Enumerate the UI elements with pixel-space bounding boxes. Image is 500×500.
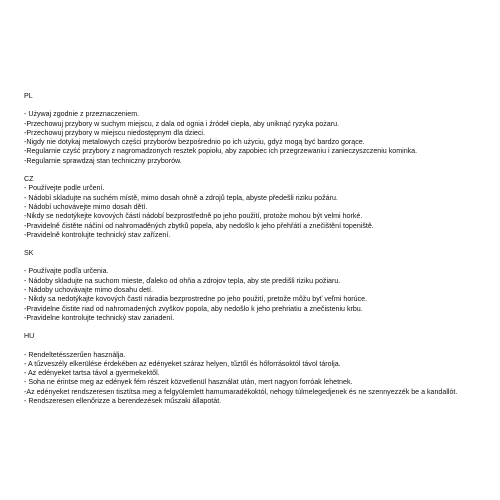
instruction-list-sk bbox=[24, 267, 492, 323]
section-pl bbox=[24, 92, 492, 166]
instruction-line: - Nikdy sa nedotýkajte kovových častí náradia bezprostredne po jeho použití, pretože môžu byť veľmi horúce. bbox=[24, 295, 368, 304]
instruction-line: -Regularnie czyść przybory z nagromadzonych resztek popiołu, aby zapobiec ich przegrzewaniu i zanieczyszczeniu kominka. bbox=[24, 147, 418, 156]
instruction-line: - Soha ne érintse meg az edények fém részeit közvetlenül használat után, mert nagyon forróak lehetnek. bbox=[24, 378, 353, 387]
instruction-line: -Regularnie sprawdzaj stan techniczny przyborów. bbox=[24, 156, 182, 165]
section-cz bbox=[24, 175, 492, 240]
instructions-document bbox=[24, 92, 492, 406]
language-heading-hu: HU bbox=[24, 332, 35, 341]
instruction-list-hu bbox=[24, 351, 492, 407]
instruction-line: -Nikdy se nedotýkejte kovových částí nádobí bezprostředně po jeho použití, protože mohou být velmi horké. bbox=[24, 212, 363, 221]
language-heading-cz: CZ bbox=[24, 175, 34, 184]
instruction-line: - Nádobí uchovávejte mimo dosah dětí. bbox=[24, 202, 148, 211]
instruction-line: - Používajte podľa určenia. bbox=[24, 267, 109, 276]
instruction-line: -Pravidelne kontrolujte technický stav zariadení. bbox=[24, 313, 175, 322]
instruction-line: - Używaj zgodnie z przeznaczeniem. bbox=[24, 110, 140, 119]
instruction-line: - Nádoby skladujte na suchom mieste, ďaleko od ohňa a zdrojov tepla, aby ste predišli riziku požiaru. bbox=[24, 276, 341, 285]
instruction-line: - Rendeltetésszerűen használja. bbox=[24, 350, 126, 359]
instruction-list-cz bbox=[24, 184, 492, 240]
instruction-line: - Nádobí skladujte na suchém místě, mimo dosah ohně a zdrojů tepla, abyste předešli riziku požáru. bbox=[24, 193, 338, 202]
instruction-line: -Pravidelně čistěte náčiní od nahromaděných zbytků popela, aby nedošlo k jeho přehřátí a znečištění topeniště. bbox=[24, 221, 374, 230]
instruction-line: -Pravidelne čistite riad od nahromadených zvyškov popola, aby nedošlo k jeho prehriatiu a znečisteniu krbu. bbox=[24, 304, 363, 313]
section-hu bbox=[24, 332, 492, 406]
instruction-line: - Nádoby uchovávajte mimo dosahu detí. bbox=[24, 286, 153, 295]
instruction-list-pl bbox=[24, 110, 492, 166]
language-heading-pl: PL bbox=[24, 92, 33, 100]
instruction-line: - Rendszeresen ellenőrizze a berendezések műszaki állapotát. bbox=[24, 397, 222, 406]
instruction-line: - A tűzveszély elkerülése érdekében az edényeket száraz helyen, tűztől és hőforrásoktól távol tárolja. bbox=[24, 359, 341, 368]
instruction-line: - Az edényeket tartsa távol a gyermekektől. bbox=[24, 369, 160, 378]
section-sk bbox=[24, 249, 492, 323]
instruction-line: -Przechowuj przybory w suchym miejscu, z dala od ognia i źródeł ciepła, aby uniknąć ryzyka pożaru. bbox=[24, 119, 340, 128]
instruction-line: -Przechowuj przybory w miejscu niedostępnym dla dzieci. bbox=[24, 128, 205, 137]
language-heading-sk: SK bbox=[24, 249, 34, 258]
instruction-line: - Používejte podle určení. bbox=[24, 184, 105, 193]
instruction-line: -Nigdy nie dotykaj metalowych części przyborów bezpośrednio po ich użyciu, gdyż mogą być bardzo gorące. bbox=[24, 138, 365, 147]
instruction-line: -Az edényeket rendszeresen tisztítsa meg a felgyülemlett hamumaradékoktól, nehogy túlmelegedjenek és ne szennyezzék be a kandallót. bbox=[24, 387, 458, 396]
instruction-line: -Pravidelně kontrolujte technický stav zařízení. bbox=[24, 230, 171, 239]
